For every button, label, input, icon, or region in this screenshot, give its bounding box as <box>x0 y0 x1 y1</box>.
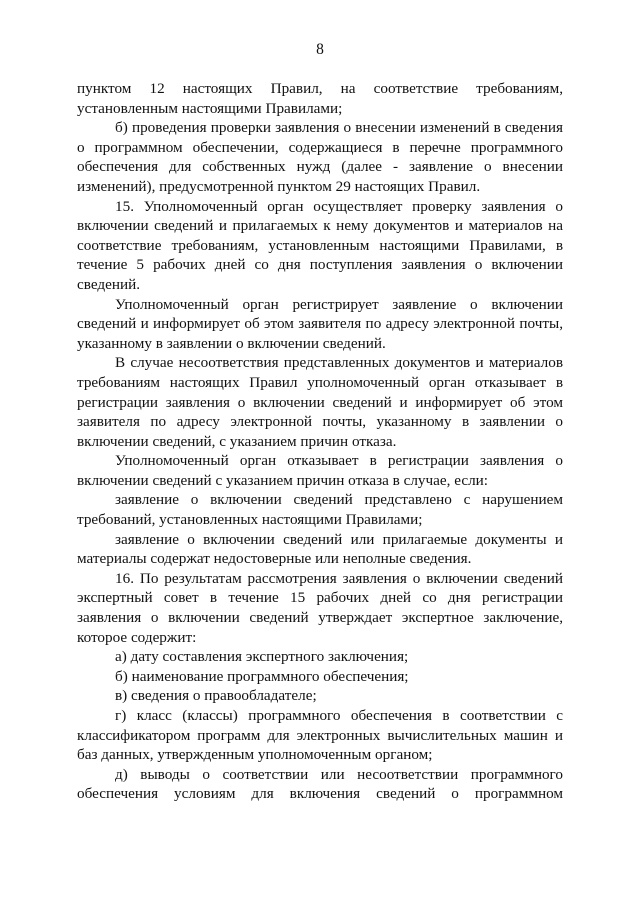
paragraph: б) проведения проверки заявления о внесении изменений в сведения о программном обеспечении, содержащиеся в перечне программного обеспечения для собственных нужд (далее - заявление о внесении изменений), предусмотренной пунктом 29 настоящих Правил. <box>77 119 563 195</box>
paragraph: Уполномоченный орган отказывает в регистрации заявления о включении сведений с указанием причин отказа в случае, если: <box>77 452 563 489</box>
paragraph: заявление о включении сведений или прилагаемые документы и материалы содержат недостоверные или неполные сведения. <box>77 530 563 568</box>
list-item: д) выводы о соответствии или несоответствии программного обеспечения условиям для включения сведений о программном <box>77 765 563 803</box>
paragraph: заявление о включении сведений представлено с нарушением требований, установленных настоящими Правилами; <box>77 491 563 529</box>
list-item: б) наименование программного обеспечения; <box>115 667 409 685</box>
document-body <box>77 79 563 804</box>
paragraph: пунктом 12 настоящих Правил, на соответствие требованиям, установленным настоящими Правилами; <box>77 80 563 117</box>
page-number: 8 <box>316 41 324 58</box>
list-item: а) дату составления экспертного заключения; <box>115 648 409 666</box>
list-item: г) класс (классы) программного обеспечения в соответствии с классификатором программ для электронных вычислительных машин и баз данных, утвержденным уполномоченным органом; <box>77 707 563 764</box>
list-item: в) сведения о правообладателе; <box>115 687 317 705</box>
paragraph: В случае несоответствия представленных документов и материалов требованиям настоящих Правил уполномоченный орган отказывает в регистрации заявления о включении сведений и информирует об этом заявителя по адресу электронной почты, указанному в заявлении о включении сведений, с указанием причин отказа. <box>77 354 563 450</box>
paragraph: 15. Уполномоченный орган осуществляет проверку заявления о включении сведений и прилагаемых к нему документов и материалов на соответствие требованиям, установленным настоящими Правилами, в течение 5 рабочих дней со дня поступления заявления о включении сведений. <box>77 197 563 293</box>
paragraph: 16. По результатам рассмотрения заявления о включении сведений экспертный совет в течение 15 рабочих дней со дня регистрации заявления о включении сведений утверждает экспертное заключение, которое содержит: <box>77 569 563 646</box>
paragraph: Уполномоченный орган регистрирует заявление о включении сведений и информирует об этом заявителя по адресу электронной почты, указанному в заявлении о включении сведений. <box>77 295 563 352</box>
